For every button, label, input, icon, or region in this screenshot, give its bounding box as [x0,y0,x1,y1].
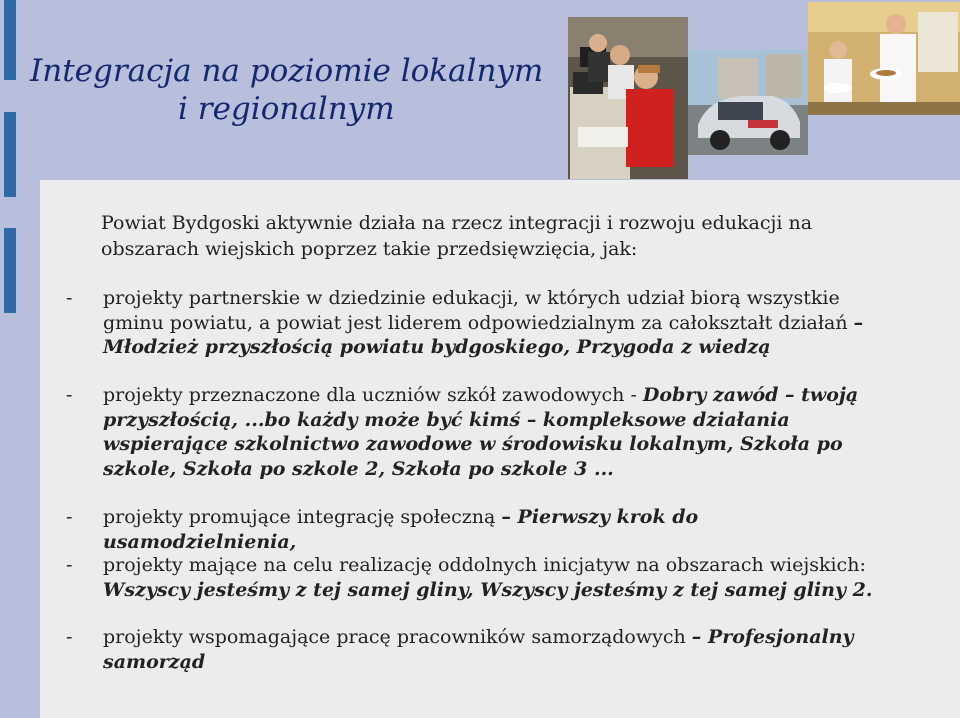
bullet-dash: - [66,506,73,528]
bullet-text: projekty promujące integrację społeczną [103,506,502,528]
bullet-dash: - [66,554,73,576]
bullet-dash: - [66,384,73,406]
title-line-1: Integracja na poziomie lokalnym [30,53,544,89]
photo-training-car [688,50,808,155]
accent-tick [4,112,16,197]
slide-title [30,52,550,128]
bullet-dash: - [66,287,73,309]
accent-tick [4,0,16,80]
left-accent-bar [0,0,22,718]
bullet-emphasis: – Młodzież przyszłością powiatu bydgoskiego, Przygoda z wiedzą [103,311,864,358]
bullet-text: projekty wspomagające pracę pracowników samorządowych [103,626,692,648]
list-item [66,553,876,602]
list-item [66,286,876,360]
bullet-text: projekty partnerskie w dziedzinie edukacji, w których udział biorą wszystkie gminu powiatu, a powiat jest liderem odpowiedzialnym za całokształt działań [103,287,854,334]
intro-paragraph: Powiat Bydgoski aktywnie działa na rzecz integracji i rozwoju edukacji na obszarach wiejskich poprzez takie przedsięwzięcia, jak: [101,212,813,260]
list-item [66,625,876,674]
bullet-emphasis: – Profesjonalny samorząd [103,626,854,673]
accent-tick [4,228,16,313]
bullet-emphasis: – Pierwszy krok do usamodzielnienia, [103,506,699,553]
bullet-dash: - [66,626,73,648]
list-item [66,505,876,554]
bullet-emphasis: Wszyscy jesteśmy z tej samej gliny, Wszyscy jesteśmy z tej samej gliny 2. [103,578,873,601]
title-line-2: i regionalnym [178,91,395,127]
bullet-emphasis: Dobry zawód – twoją przyszłością, ...bo każdy może być kimś – kompleksowe działania wspierające szkolnictwo zawodowe w środowisku lokalnym, Szkoła po szkole, Szkoła po szkole 2, Szkoła po szkole 3 ... [103,384,859,480]
photo-cooking-class [808,2,960,115]
list-item [66,383,876,481]
bullet-text: projekty mające na celu realizację oddolnych inicjatyw na obszarach wiejskich: [103,554,866,576]
photo-students-computers [568,17,688,179]
bullet-text: projekty przeznaczone dla uczniów szkół zawodowych - [103,384,643,406]
